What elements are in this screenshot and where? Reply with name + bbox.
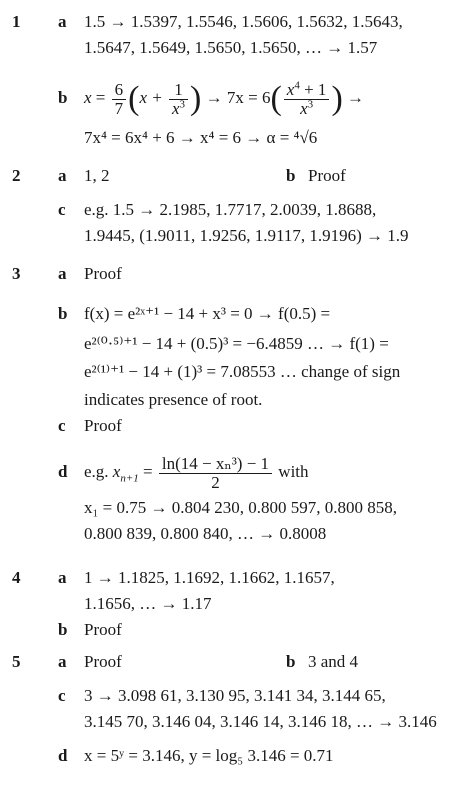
part-label-1b: b — [58, 88, 68, 107]
answer-5c-line1: 3 → 3.098 61, 3.130 95, 3.141 34, 3.144 65, — [84, 686, 386, 705]
arrow-end: → — [347, 88, 365, 107]
question-number-1: 1 — [12, 12, 21, 31]
answer-5d: x = 5ʸ = 3.146, y = log₅ 3.146 = 0.71 — [84, 746, 334, 765]
answer-3d-formula — [84, 444, 309, 500]
open-paren: ( — [128, 80, 140, 118]
equals: = — [91, 88, 110, 107]
var-x: x — [84, 88, 92, 107]
part-label-2b: b — [286, 166, 296, 185]
close-paren-2: ) — [331, 80, 343, 118]
with-word: with — [278, 462, 309, 481]
answer-5b: 3 and 4 — [308, 652, 359, 671]
question-number-5: 5 — [12, 652, 21, 671]
question-number-3: 3 — [12, 264, 21, 283]
fraction-x4plus1-over-x3: $\frac{x^4 + 1}{x^3}$ — [284, 81, 330, 118]
fraction-1-over-x3: $\frac{1}{x^3}$ — [169, 81, 188, 118]
fraction-6-over-7: $\frac{6}{7}$ — [112, 81, 127, 118]
answer-1a-line2: 1.5647, 1.5649, 1.5650, 1.5650, … → 1.57 — [84, 38, 378, 57]
close-paren: ) — [190, 80, 202, 118]
answer-4b: Proof — [84, 620, 122, 639]
part-label-5b: b — [286, 652, 296, 671]
answer-4a-line1: 1 → 1.1825, 1.1692, 1.1662, 1.1657, — [84, 568, 335, 587]
answer-2a: 1, 2 — [84, 166, 110, 185]
eg-prefix: e.g. — [84, 462, 113, 481]
answer-3d-line3: 0.800 839, 0.800 840, … → 0.8008 — [84, 524, 327, 543]
part-label-1a: a — [58, 12, 67, 31]
answer-3b-line4: indicates presence of root. — [84, 390, 263, 409]
answer-1b-equation-line1 — [84, 70, 364, 126]
question-number-2: 2 — [12, 166, 21, 185]
answer-2c-line2: 1.9445, (1.9011, 1.9256, 1.9117, 1.9196) → 1.9 — [84, 226, 409, 245]
open-paren-2: ( — [270, 80, 282, 118]
answer-5a: Proof — [84, 652, 122, 671]
answer-2c-line1: e.g. 1.5 → 2.1985, 1.7717, 2.0039, 1.8688, — [84, 200, 377, 219]
answer-3b-line3: e²⁽¹⁾⁺¹ − 14 + (1)³ = 7.08553 … change of sign — [84, 362, 401, 381]
answer-5c-line2: 3.145 70, 3.146 04, 3.146 14, 3.146 18, … → 3.146 — [84, 712, 437, 731]
part-label-4a: a — [58, 568, 67, 587]
paren-expression: x + — [139, 88, 167, 107]
part-label-3b: b — [58, 304, 68, 323]
part-label-4b: b — [58, 620, 68, 639]
answer-4a-line2: 1.1656, … → 1.17 — [84, 594, 212, 613]
part-label-2c: c — [58, 200, 66, 219]
part-label-5c: c — [58, 686, 66, 705]
question-number-4: 4 — [12, 568, 21, 587]
answer-2b: Proof — [308, 166, 346, 185]
part-label-2a: a — [58, 166, 67, 185]
answer-1b-line2: 7x⁴ = 6x⁴ + 6 → x⁴ = 6 → α = ⁴√6 — [84, 128, 318, 147]
iteration-fraction: $\frac{\text{ln(14 − xₙ³) − 1}}{2}$ — [159, 455, 272, 492]
answer-3b-line1: f(x) = e²ˣ⁺¹ − 14 + x³ = 0 → f(0.5) = — [84, 304, 331, 323]
arrow-7x-equals-6: → 7x = 6 — [201, 88, 271, 107]
answer-3b-line2: e²⁽⁰·⁵⁾⁺¹ − 14 + (0.5)³ = −6.4859 … → f(1) = — [84, 334, 389, 353]
answer-1a-line1: 1.5 → 1.5397, 1.5546, 1.5606, 1.5632, 1.5643, — [84, 12, 403, 31]
answer-3c: Proof — [84, 416, 122, 435]
part-label-5d: d — [58, 746, 68, 765]
equals: = — [138, 462, 157, 481]
part-label-3d: d — [58, 462, 68, 481]
answer-3a: Proof — [84, 264, 122, 283]
answer-3d-line2: x₁ = 0.75 → 0.804 230, 0.800 597, 0.800 858, — [84, 498, 398, 517]
part-label-5a: a — [58, 652, 67, 671]
x-n-plus-1: $x_{n+1}$ — [112, 462, 139, 485]
part-label-3a: a — [58, 264, 67, 283]
part-label-3c: c — [58, 416, 66, 435]
